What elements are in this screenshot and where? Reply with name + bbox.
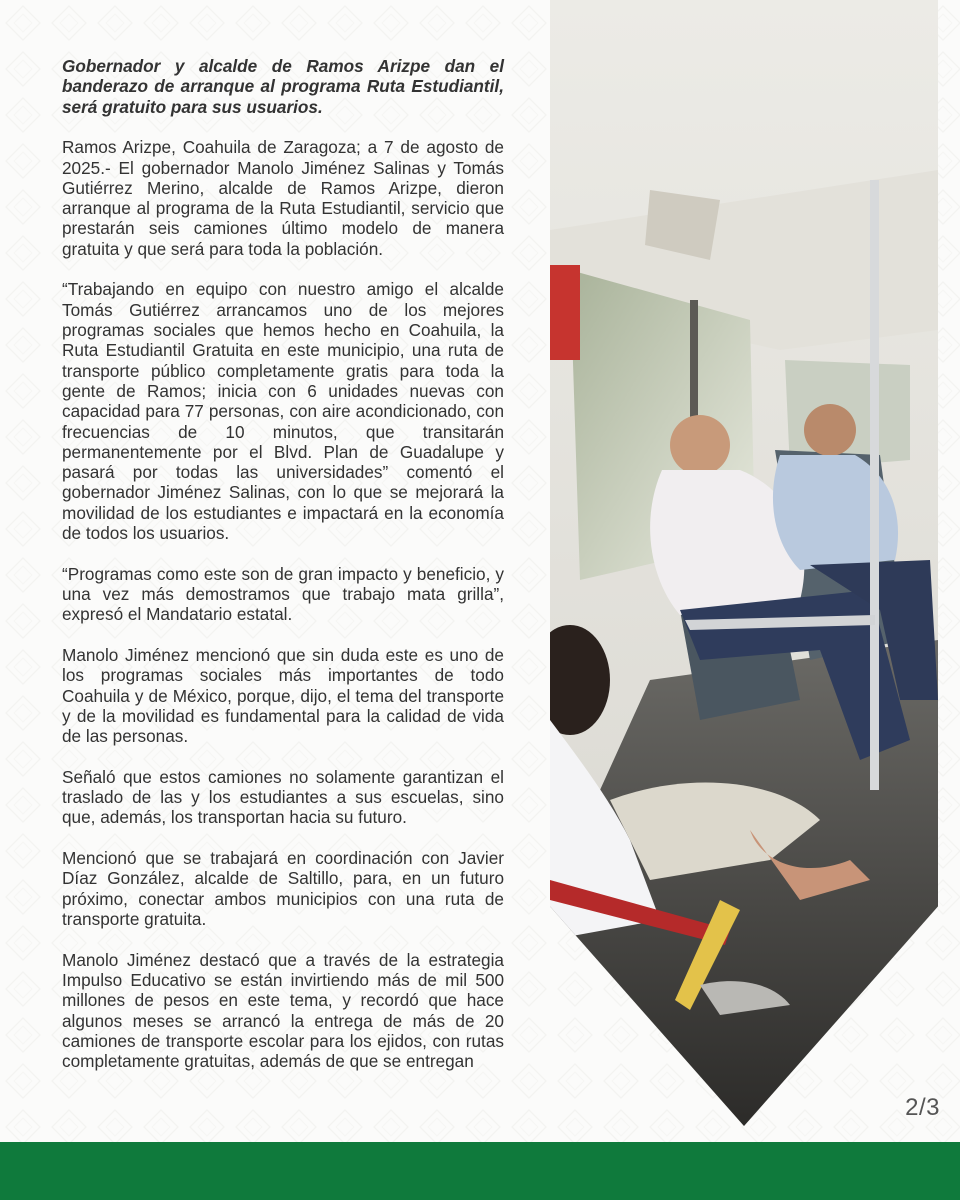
- article: [62, 56, 504, 1092]
- article-paragraph: Ramos Arizpe, Coahuila de Zaragoza; a 7 de agosto de 2025.- El gobernador Manolo Jiménez Salinas y Tomás Gutiérrez Merino, alcalde de Ramos Arizpe, dieron arranque al programa de la Ruta Estudiantil, servicio que prestarán seis camiones último modelo de manera gratuita y que será para toda la población.: [62, 137, 504, 259]
- article-paragraph: Manolo Jiménez mencionó que sin duda este es uno de los programas sociales más importantes de todo Coahuila y de México, porque, dijo, el tema del transporte y de la movilidad es fundamental para la calidad de vida de las personas.: [62, 644, 504, 747]
- article-headline: Gobernador y alcalde de Ramos Arizpe dan el banderazo de arranque al programa Ruta Estudiantil, será gratuito para sus usuarios.: [62, 56, 504, 117]
- article-paragraph: “Programas como este son de gran impacto y beneficio, y una vez más demostramos que trabajo mata grilla”, expresó el Mandatario estatal.: [62, 563, 504, 625]
- article-paragraph: Señaló que estos camiones no solamente garantizan el traslado de las y los estudiantes a sus escuelas, sino que, además, los transportan hacia su futuro.: [62, 766, 504, 828]
- page-number: 2/3: [905, 1094, 940, 1121]
- bus-interior-photo: [550, 0, 938, 1126]
- article-paragraph: “Trabajando en equipo con nuestro amigo el alcalde Tomás Gutiérrez arrancamos uno de los mejores programas sociales que hemos hecho en Coahuila, la Ruta Estudiantil Gratuita en este municipio, una ruta de transporte público completamente gratis para toda la gente de Ramos; inicia con 6 unidades nuevas con capacidad para 77 personas, con aire acondicionado, con frecuencias de 10 minutos, que transitarán permanentemente por el Blvd. Plan de Guadalupe y pasará por todas las universidades” comentó el gobernador Jiménez Salinas, con lo que se mejorará la movilidad de los estudiantes e impactará en la economía de todos los usuarios.: [62, 279, 504, 544]
- footer-bar: [0, 1142, 960, 1200]
- article-paragraph: Manolo Jiménez destacó que a través de la estrategia Impulso Educativo se están invirtiendo más de mil 500 millones de pesos en este tema, y recordó que hace algunos meses se arrancó la entrega de más de 20 camiones de transporte escolar para los ejidos, con rutas completamente gratuitas, además de que se entregan: [62, 949, 504, 1072]
- article-paragraph: Mencionó que se trabajará en coordinación con Javier Díaz González, alcalde de Saltillo, para, en un futuro próximo, conectar ambos municipios con una ruta de transporte gratuita.: [62, 848, 504, 930]
